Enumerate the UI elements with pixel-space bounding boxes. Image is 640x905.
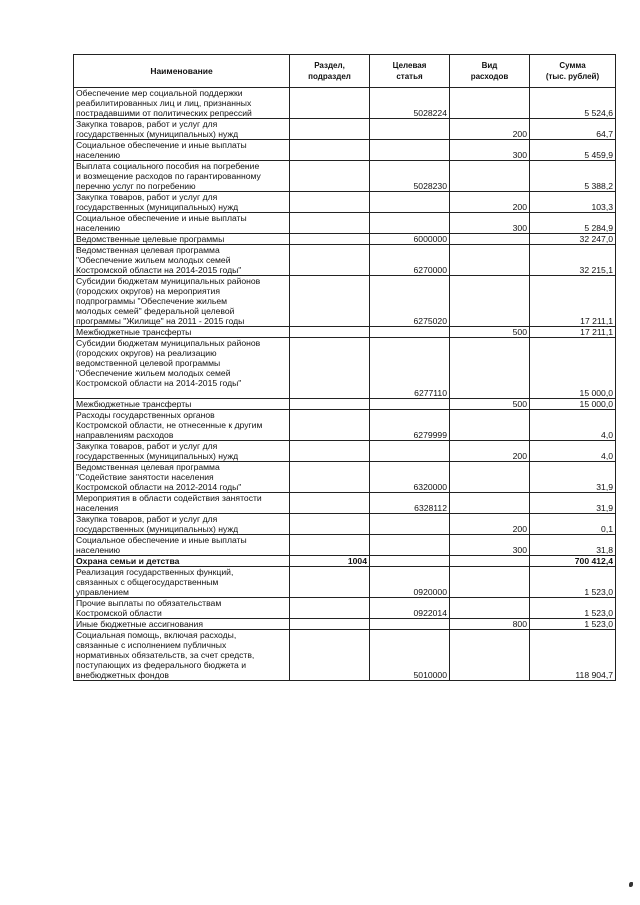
cell-section xyxy=(290,213,370,234)
cell-sum: 31,8 xyxy=(530,535,616,556)
cell-section xyxy=(290,441,370,462)
cell-sum: 118 904,7 xyxy=(530,630,616,681)
cell-sum: 5 388,2 xyxy=(530,161,616,192)
cell-name-line xyxy=(76,388,287,398)
cell-name-line: населению xyxy=(76,545,121,555)
cell-sum: 15 000,0 xyxy=(530,338,616,399)
cell-name xyxy=(74,462,290,493)
header-expense xyxy=(450,55,530,88)
cell-name-line: управлением xyxy=(76,587,129,597)
cell-target: 5028224 xyxy=(370,88,450,119)
cell-name xyxy=(74,192,290,213)
cell-name-line: Закупка товаров, работ и услуг для xyxy=(76,514,218,524)
cell-sum: 31,9 xyxy=(530,493,616,514)
cell-name-line: Субсидии бюджетам муниципальных районов xyxy=(76,276,261,286)
cell-name-line: реабилитированных лиц и лиц, признанных xyxy=(76,98,252,108)
cell-expense: 200 xyxy=(450,514,530,535)
cell-name xyxy=(74,556,290,567)
cell-name-line: Социальное обеспечение и иные выплаты xyxy=(76,140,247,150)
cell-expense xyxy=(450,161,530,192)
cell-target: 5028230 xyxy=(370,161,450,192)
cell-name-line: внебюджетных фондов xyxy=(76,670,169,680)
cell-name xyxy=(74,598,290,619)
table-row xyxy=(74,410,616,441)
cell-name-line: перечню услуг по погребению xyxy=(76,181,196,191)
cell-name xyxy=(74,276,290,327)
cell-name xyxy=(74,140,290,161)
cell-target: 6000000 xyxy=(370,234,450,245)
cell-name-line: Субсидии бюджетам муниципальных районов xyxy=(76,338,261,348)
cell-name-line: "Содействие занятости населения xyxy=(76,472,214,482)
cell-name xyxy=(74,619,290,630)
cell-name-line: пострадавшими от политических репрессий xyxy=(76,108,252,118)
cell-name-line: государственных (муниципальных) нужд xyxy=(76,202,239,212)
cell-name-line: связанных с общегосударственным xyxy=(76,577,219,587)
cell-section xyxy=(290,161,370,192)
cell-name-line: государственных (муниципальных) нужд xyxy=(76,451,239,461)
cell-section xyxy=(290,410,370,441)
cell-sum: 32 215,1 xyxy=(530,245,616,276)
cell-name-line: Мероприятия в области содействия занятости xyxy=(76,493,262,503)
cell-name-line: нормативных обязательств, за счет средств, xyxy=(76,650,255,660)
cell-name-line: Охрана семьи и детства xyxy=(76,556,180,566)
cell-target xyxy=(370,192,450,213)
cell-sum: 4,0 xyxy=(530,441,616,462)
cell-expense xyxy=(450,556,530,567)
cell-section xyxy=(290,338,370,399)
cell-name-line: Костромской области на 2012-2014 годы" xyxy=(76,482,242,492)
table-header-row xyxy=(74,55,616,88)
cell-expense: 200 xyxy=(450,192,530,213)
cell-section xyxy=(290,514,370,535)
cell-expense xyxy=(450,245,530,276)
cell-name-line: ведомственной целевой программы xyxy=(76,358,221,368)
cell-expense: 300 xyxy=(450,140,530,161)
cell-sum: 103,3 xyxy=(530,192,616,213)
cell-name-line: населению xyxy=(76,150,121,160)
cell-section xyxy=(290,327,370,338)
cell-name-line: Костромской области на 2014-2015 годы" xyxy=(76,265,242,275)
cell-target xyxy=(370,327,450,338)
cell-name-line: Закупка товаров, работ и услуг для xyxy=(76,192,218,202)
cell-name-line: Закупка товаров, работ и услуг для xyxy=(76,441,218,451)
table-row xyxy=(74,234,616,245)
cell-section xyxy=(290,192,370,213)
table-row xyxy=(74,399,616,410)
cell-name-line: Обеспечение мер социальной поддержки xyxy=(76,88,243,98)
cell-section xyxy=(290,535,370,556)
cell-section xyxy=(290,567,370,598)
header-sum xyxy=(530,55,616,88)
cell-name-line: Ведомственные целевые программы xyxy=(76,234,225,244)
cell-expense xyxy=(450,630,530,681)
cell-section xyxy=(290,276,370,327)
cell-name xyxy=(74,514,290,535)
cell-target xyxy=(370,441,450,462)
cell-name-line: Иные бюджетные ассигнования xyxy=(76,619,204,629)
cell-expense: 300 xyxy=(450,535,530,556)
cell-name-line: программы "Жилище" на 2011 - 2015 годы xyxy=(76,316,245,326)
cell-sum: 5 459,9 xyxy=(530,140,616,161)
cell-expense xyxy=(450,598,530,619)
cell-section xyxy=(290,245,370,276)
header-sum-line: (тыс. рублей) xyxy=(545,72,600,81)
table-row xyxy=(74,245,616,276)
cell-name xyxy=(74,441,290,462)
cell-name-line: Межбюджетные трансферты xyxy=(76,327,192,337)
table-row xyxy=(74,119,616,140)
cell-expense: 200 xyxy=(450,441,530,462)
cell-sum: 1 523,0 xyxy=(530,598,616,619)
cell-name-line: (городских округов) на мероприятия xyxy=(76,286,221,296)
cell-name xyxy=(74,410,290,441)
cell-sum: 4,0 xyxy=(530,410,616,441)
cell-name-line: Выплата социального пособия на погребение xyxy=(76,161,260,171)
cell-name xyxy=(74,338,290,399)
cell-name-line: молодых семей" федеральной целевой xyxy=(76,306,235,316)
cell-target: 6320000 xyxy=(370,462,450,493)
cell-sum: 0,1 xyxy=(530,514,616,535)
cell-target: 6279999 xyxy=(370,410,450,441)
table-row xyxy=(74,462,616,493)
header-section-line: Раздел, xyxy=(314,61,345,70)
table-row xyxy=(74,441,616,462)
cell-name-line: Расходы государственных органов xyxy=(76,410,215,420)
cell-target xyxy=(370,556,450,567)
cell-name-line: "Обеспечение жильем молодых семей xyxy=(76,255,231,265)
cell-sum: 64,7 xyxy=(530,119,616,140)
header-expense-line: расходов xyxy=(470,72,509,81)
cell-expense: 300 xyxy=(450,213,530,234)
cell-target xyxy=(370,213,450,234)
cell-target xyxy=(370,514,450,535)
table-row xyxy=(74,276,616,327)
cell-expense xyxy=(450,567,530,598)
cell-name-line: Межбюджетные трансферты xyxy=(76,399,192,409)
cell-name-line: связанные с исполнением публичных xyxy=(76,640,227,650)
cell-name-line: государственных (муниципальных) нужд xyxy=(76,129,239,139)
cell-name xyxy=(74,88,290,119)
header-section-line: подраздел xyxy=(308,72,351,81)
cell-sum: 5 284,9 xyxy=(530,213,616,234)
cell-name-line: населению xyxy=(76,223,121,233)
cell-section xyxy=(290,119,370,140)
cell-section xyxy=(290,234,370,245)
cell-name-line: Ведомственная целевая программа xyxy=(76,462,220,472)
cell-expense: 200 xyxy=(450,119,530,140)
header-expense-line: Вид xyxy=(481,61,498,70)
cell-name-line: (городских округов) на реализацию xyxy=(76,348,217,358)
cell-target: 0920000 xyxy=(370,567,450,598)
budget-table xyxy=(73,54,616,681)
table-body xyxy=(74,88,616,681)
cell-name-line: "Обеспечение жильем молодых семей xyxy=(76,368,231,378)
cell-sum: 1 523,0 xyxy=(530,567,616,598)
cell-section xyxy=(290,140,370,161)
cell-name-line: Социальное обеспечение и иные выплаты xyxy=(76,213,247,223)
header-target xyxy=(370,55,450,88)
cell-name-line: Костромской области, не отнесенные к другим xyxy=(76,420,263,430)
cell-name xyxy=(74,630,290,681)
table-row xyxy=(74,327,616,338)
cell-sum: 17 211,1 xyxy=(530,327,616,338)
table-row xyxy=(74,619,616,630)
cell-name-line: направлениям расходов xyxy=(76,430,174,440)
table-row xyxy=(74,338,616,399)
cell-name-line: Социальная помощь, включая расходы, xyxy=(76,630,237,640)
cell-section xyxy=(290,598,370,619)
cell-section xyxy=(290,88,370,119)
cell-name xyxy=(74,245,290,276)
cell-sum: 5 524,6 xyxy=(530,88,616,119)
table-row xyxy=(74,213,616,234)
cell-target: 6277110 xyxy=(370,338,450,399)
header-target-line: Целевая xyxy=(392,61,427,70)
cell-name xyxy=(74,399,290,410)
cell-sum: 31,9 xyxy=(530,462,616,493)
cell-name xyxy=(74,234,290,245)
cell-name-line: Прочие выплаты по обязательствам xyxy=(76,598,222,608)
cell-name-line: и возмещение расходов по гарантированному xyxy=(76,171,261,181)
cell-section xyxy=(290,630,370,681)
cell-sum: 1 523,0 xyxy=(530,619,616,630)
cell-expense xyxy=(450,276,530,327)
cell-name-line: подпрограммы "Обеспечение жильем xyxy=(76,296,228,306)
header-section xyxy=(290,55,370,88)
cell-name-line: населения xyxy=(76,503,119,513)
cell-sum: 17 211,1 xyxy=(530,276,616,327)
table-row xyxy=(74,493,616,514)
cell-name-line: Закупка товаров, работ и услуг для xyxy=(76,119,218,129)
table-row xyxy=(74,630,616,681)
cell-expense xyxy=(450,462,530,493)
cell-name xyxy=(74,493,290,514)
cell-name-line: поступающих из федерального бюджета и xyxy=(76,660,247,670)
cell-name-line: Социальное обеспечение и иные выплаты xyxy=(76,535,247,545)
cell-section xyxy=(290,399,370,410)
cell-sum: 32 247,0 xyxy=(530,234,616,245)
cell-expense: 800 xyxy=(450,619,530,630)
cell-name-line: Реализация государственных функций, xyxy=(76,567,234,577)
cell-target: 5010000 xyxy=(370,630,450,681)
table-row xyxy=(74,88,616,119)
cell-expense: 500 xyxy=(450,399,530,410)
cell-sum: 700 412,4 xyxy=(530,556,616,567)
header-target-line: статья xyxy=(396,72,423,81)
cell-expense xyxy=(450,410,530,441)
cell-target: 6328112 xyxy=(370,493,450,514)
header-name: Наименование xyxy=(74,55,290,88)
cell-name xyxy=(74,119,290,140)
table-row xyxy=(74,535,616,556)
cell-section xyxy=(290,493,370,514)
table-row xyxy=(74,140,616,161)
cell-expense xyxy=(450,234,530,245)
cell-name xyxy=(74,161,290,192)
cell-name xyxy=(74,327,290,338)
table-row xyxy=(74,514,616,535)
cell-sum: 15 000,0 xyxy=(530,399,616,410)
cell-name xyxy=(74,213,290,234)
cell-section xyxy=(290,462,370,493)
page-corner-mark xyxy=(629,882,633,887)
table-row xyxy=(74,161,616,192)
cell-expense xyxy=(450,493,530,514)
cell-name xyxy=(74,535,290,556)
cell-target xyxy=(370,535,450,556)
cell-target xyxy=(370,399,450,410)
cell-name-line: государственных (муниципальных) нужд xyxy=(76,524,239,534)
cell-target: 6275020 xyxy=(370,276,450,327)
cell-section: 1004 xyxy=(290,556,370,567)
cell-target xyxy=(370,619,450,630)
cell-name-line: Костромской области на 2014-2015 годы" xyxy=(76,378,242,388)
cell-expense xyxy=(450,338,530,399)
cell-name xyxy=(74,567,290,598)
table-row xyxy=(74,556,616,567)
table-row xyxy=(74,192,616,213)
header-sum-line: Сумма xyxy=(559,61,586,70)
table-row xyxy=(74,567,616,598)
cell-target: 6270000 xyxy=(370,245,450,276)
cell-target xyxy=(370,140,450,161)
cell-expense: 500 xyxy=(450,327,530,338)
cell-section xyxy=(290,619,370,630)
cell-target xyxy=(370,119,450,140)
cell-expense xyxy=(450,88,530,119)
table-row xyxy=(74,598,616,619)
cell-name-line: Ведомственная целевая программа xyxy=(76,245,220,255)
cell-target: 0922014 xyxy=(370,598,450,619)
cell-name-line: Костромской области xyxy=(76,608,162,618)
